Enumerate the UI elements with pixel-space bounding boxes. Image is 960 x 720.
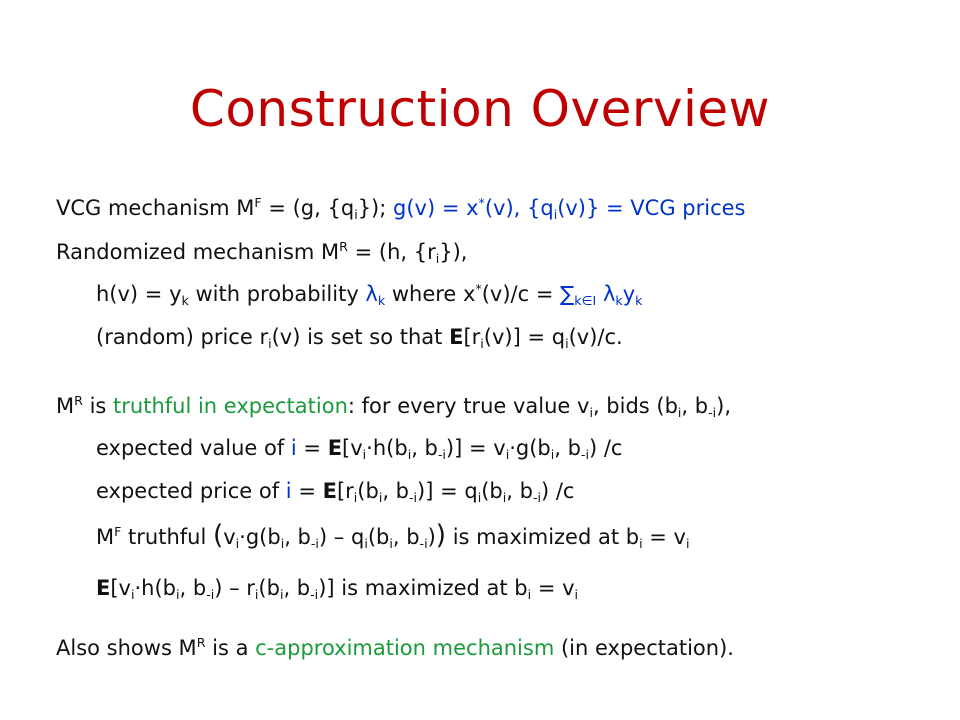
text-segment: i [527,586,532,602]
approximation-line [56,636,734,661]
text-segment: )] = v [445,436,506,460]
text-segment: R [74,392,83,408]
price-definition-line [96,325,623,350]
text-segment: [v [110,576,131,600]
text-segment: = (g, {q [261,196,355,220]
text-segment: Randomized mechanism M [56,240,340,264]
text-segment: v [223,525,236,549]
text-segment: ·h(b [366,436,408,460]
implication-line [96,576,578,601]
text-segment: (v)} = VCG prices [557,196,746,220]
text-segment: y [622,282,636,306]
text-segment: (v)/c. [568,325,623,349]
text-segment: (v), {q [484,196,554,220]
text-segment: [r [463,325,481,349]
text-segment: ), [716,394,732,418]
text-segment: -i [419,535,428,551]
text-segment: i [550,446,555,462]
text-segment: i [176,586,180,602]
text-segment: ( [212,521,224,551]
h-definition-line [96,282,642,307]
vcg-definition-line [56,196,746,221]
text-segment: g(v) = x [393,196,479,220]
text-segment: ) /c [540,479,575,503]
text-segment: E [449,325,464,349]
text-segment: F [114,523,122,539]
text-segment: h(v) = y [96,282,182,306]
text-segment: is [82,394,114,418]
text-segment: )] is maximized at b [318,576,528,600]
text-segment: i [235,535,240,551]
text-segment: Also shows M [56,636,197,660]
text-segment: with probability [188,282,366,306]
text-segment: i [354,206,358,222]
expected-price-line [96,479,574,504]
text-segment: i [362,446,367,462]
text-segment: i [553,206,558,222]
text-segment: : for every true value v [347,394,590,418]
text-segment: i [378,489,383,505]
text-segment: truthful in expectation [113,394,348,418]
text-segment: * [478,194,485,210]
text-segment: , b [681,394,709,418]
text-segment: (b [367,525,390,549]
text-segment: M [56,394,75,418]
text-segment: λ [365,282,378,306]
text-segment: i [565,335,569,351]
text-segment: ) [435,521,447,551]
text-segment: k [635,292,643,308]
text-segment: is maximized at b [446,525,640,549]
text-segment: (v) is set so that [271,325,450,349]
text-segment: i [574,586,579,602]
text-segment: , b [392,525,420,549]
text-segment: i [407,446,412,462]
text-segment: R [196,634,206,650]
text-segment: i [502,489,507,505]
text-segment: i [280,535,285,551]
text-segment: (b [481,479,503,503]
text-segment: }); [357,196,393,220]
text-segment: ) /c [588,436,623,460]
text-segment: i [268,335,272,351]
text-segment: expected value of [96,436,291,460]
text-segment: k [377,292,386,308]
text-segment: i [285,479,292,503]
text-segment: c-approximation mechanism [255,636,555,660]
text-segment: , b [382,479,409,503]
text-segment: E [322,479,337,503]
text-segment: i [279,586,284,602]
text-segment: (random) price r [96,325,269,349]
text-segment: )] = q [417,479,478,503]
text-segment: i [435,250,440,266]
text-segment: i [639,535,643,551]
text-segment: i [505,446,510,462]
text-segment: i [254,586,259,602]
text-segment: F [254,194,262,210]
text-segment: -i [708,404,717,420]
text-segment: -i [580,446,589,462]
text-segment: i [290,436,297,460]
text-segment: (b [258,576,280,600]
text-segment: (b [357,479,379,503]
text-segment: , b [284,525,311,549]
text-segment: is a [205,636,256,660]
text-segment: -i [409,489,418,505]
text-segment: i [130,586,135,602]
text-segment: , b [283,576,311,600]
text-segment: , b [554,436,581,460]
text-segment: ∑ [560,282,575,306]
text-segment: k [615,292,623,308]
text-segment: -i [310,535,319,551]
text-segment: [v [342,436,363,460]
text-segment: = v [531,576,575,600]
text-segment: M [96,525,115,549]
slide-title: Construction Overview [189,80,771,138]
text-segment: -i [437,446,446,462]
text-segment: = [296,436,328,460]
expected-value-line [96,436,622,461]
text-segment: ) [427,525,436,549]
text-segment: ) – q [318,525,365,549]
text-segment: λ [602,282,616,306]
text-segment: ·h(b [134,576,176,600]
text-segment: -i [310,586,319,602]
text-segment [596,282,603,306]
text-segment: [r [336,479,354,503]
text-segment: ·g(b [509,436,551,460]
text-segment: i [685,535,690,551]
text-segment: R [339,238,348,254]
text-segment: ) – r [214,576,255,600]
text-segment: , b [179,576,207,600]
text-segment: i [389,535,393,551]
mf-truthful-line [96,521,690,551]
text-segment: E [96,576,111,600]
text-segment: i [677,404,682,420]
text-segment: , b [411,436,438,460]
text-segment: , bids (b [592,394,678,418]
text-segment: -i [532,489,541,505]
text-segment: i [353,489,358,505]
text-segment: i [589,404,593,420]
text-segment: VCG mechanism M [56,196,255,220]
text-segment: E [327,436,343,460]
text-segment: k∈I [574,292,597,308]
text-segment: (v)] = q [483,325,566,349]
text-segment: , b [506,479,533,503]
text-segment: (v)/c = [481,282,561,306]
text-segment: k [181,292,189,308]
text-segment: }), [439,240,468,264]
text-segment: = [291,479,323,503]
text-segment: i [480,335,484,351]
truthful-expectation-line [56,394,731,419]
text-segment: i [477,489,482,505]
text-segment: i [364,535,368,551]
text-segment: expected price of [96,479,286,503]
randomized-mechanism-line [56,240,467,265]
text-segment: where x [385,282,476,306]
text-segment: -i [206,586,215,602]
text-segment: = v [642,525,686,549]
text-segment: ·g(b [239,525,281,549]
text-segment: truthful [121,525,213,549]
text-segment: = (h, {r [347,240,436,264]
text-segment: * [475,280,482,296]
text-segment: (in expectation). [554,636,734,660]
